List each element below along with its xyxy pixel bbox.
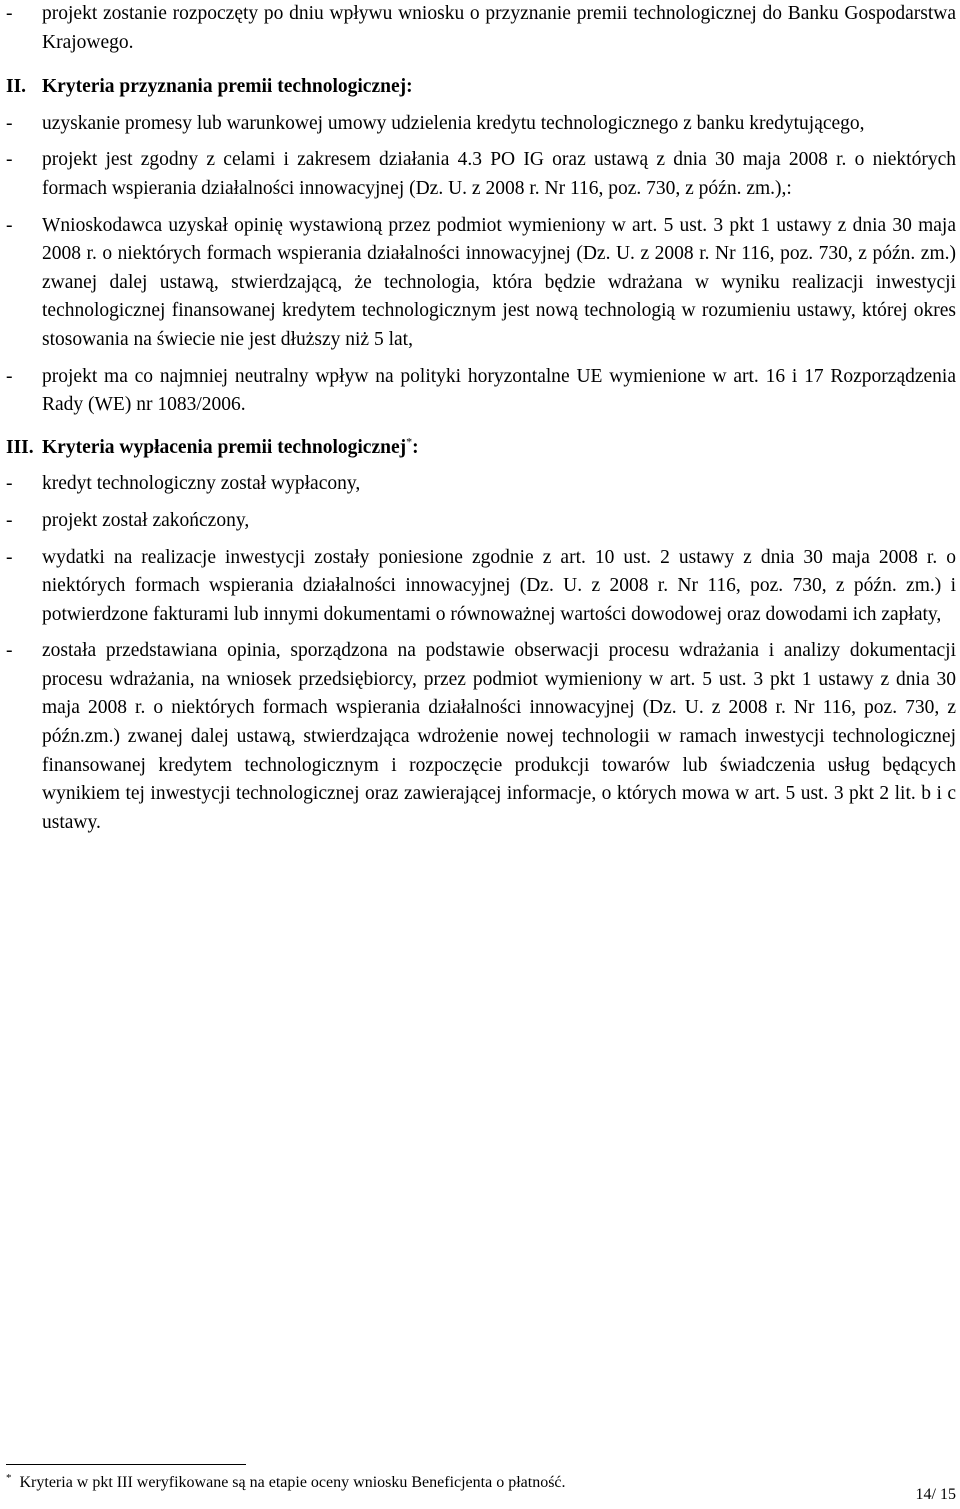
page-number: 14/ 15 [915, 1486, 956, 1503]
list-dash: - [6, 546, 13, 568]
footnote-reference: * [406, 434, 413, 449]
section-title: Kryteria przyznania premii technologicznej: [42, 76, 413, 98]
footnote-mark: * [6, 1471, 12, 1484]
list-item [6, 470, 956, 499]
list-item [6, 212, 956, 355]
list-item-text: została przedstawiana opinia, sporządzona na podstawie obserwacji procesu wdrażania i analizy dokumentacji procesu wdrażania, na wniosek przedsiębiorcy, przez podmiot wymieniony w art. 5 ust. 3 pkt 1 ustawy z dnia 30 maja 2008 r. o niektórych formach wspierania działalności innowacyjnej (Dz. U. z 2008 r. Nr 116, poz. 730, z późn.zm.) zwanej dalej ustawą, stwierdzająca wdrożenie nowej technologii w ramach inwestycji technologicznej finansowanej kredytem technologicznym i rozpoczęcie produkcji towarów lub świadczenia usług będących wynikiem tej inwestycji technologicznej oraz zawierającej informacje, o których mowa w art. 5 ust. 3 pkt 2 lit. b i c ustawy. [42, 640, 956, 833]
intro-item [6, 0, 956, 57]
footnote-divider [6, 1464, 246, 1465]
footnote-text: Kryteria w pkt III weryfikowane są na etapie oceny wniosku Beneficjenta o płatność. [19, 1474, 566, 1491]
list-item-text: uzyskanie promesy lub warunkowej umowy udzielenia kredytu technologicznego z banku kredytującego, [42, 112, 865, 134]
list-item [6, 637, 956, 837]
list-item-text: projekt jest zgodny z celami i zakresem działania 4.3 PO IG oraz ustawą z dnia 30 maja 2008 r. o niektórych formach wspierania działalności innowacyjnej (Dz. U. z 2008 r. Nr 116, poz. 730, z późn. zm.),: [42, 149, 956, 199]
list-item [6, 544, 956, 630]
footnote [6, 1472, 946, 1494]
list-item [6, 363, 956, 420]
list-item [6, 110, 956, 139]
section-2-heading [6, 73, 956, 102]
list-dash: - [6, 112, 13, 134]
list-item [6, 146, 956, 203]
list-dash: - [6, 473, 13, 495]
document-body [6, 0, 956, 837]
section-title: Kryteria wypłacenia premii technologicznej [42, 436, 407, 458]
section-3-heading [6, 434, 956, 463]
list-dash: - [6, 149, 13, 171]
list-item-text: projekt zostanie rozpoczęty po dniu wpływu wniosku o przyznanie premii technologicznej do Banku Gospodarstwa Krajowego. [42, 3, 956, 53]
list-dash: - [6, 640, 13, 662]
list-item-text: projekt został zakończony, [42, 509, 250, 531]
list-dash: - [6, 509, 13, 531]
list-item [6, 507, 956, 536]
section-title-suffix: : [412, 436, 419, 458]
list-item-text: projekt ma co najmniej neutralny wpływ na polityki horyzontalne UE wymienione w art. 16 i 17 Rozporządzenia Rady (WE) nr 1083/2006. [42, 365, 956, 416]
list-dash: - [6, 3, 13, 24]
list-dash: - [6, 214, 13, 236]
list-item-text: Wnioskodawca uzyskał opinię wystawioną przez podmiot wymieniony w art. 5 ust. 3 pkt 1 ustawy z dnia 30 maja 2008 r. o niektórych formach wspierania działalności innowacyjnej (Dz. U. z 2008 r. Nr 116, poz. 730, z późn. zm.) zwanej dalej ustawą, stwierdzającą, że technologia, która będzie wdrażana w wyniku realizacji inwestycji technologicznej finansowanej kredytem technologicznym jest nową technologią w rozumieniu ustawy, której okres stosowania na świecie nie jest dłuższy niż 5 lat, [42, 214, 956, 350]
section-number: III. [6, 436, 34, 458]
section-number: II. [6, 76, 27, 98]
list-dash: - [6, 365, 13, 387]
list-item-text: kredyt technologiczny został wypłacony, [42, 473, 361, 495]
list-item-text: wydatki na realizacje inwestycji zostały poniesione zgodnie z art. 10 ust. 2 ustawy z dnia 30 maja 2008 r. o niektórych formach wspierania działalności innowacyjnej (Dz. U. z 2008 r. Nr 116, poz. 730, z późn. zm.) i potwierdzone fakturami lub innymi dokumentami o równoważnej wartości dowodowej oraz dowodami ich zapłaty, [42, 546, 956, 625]
